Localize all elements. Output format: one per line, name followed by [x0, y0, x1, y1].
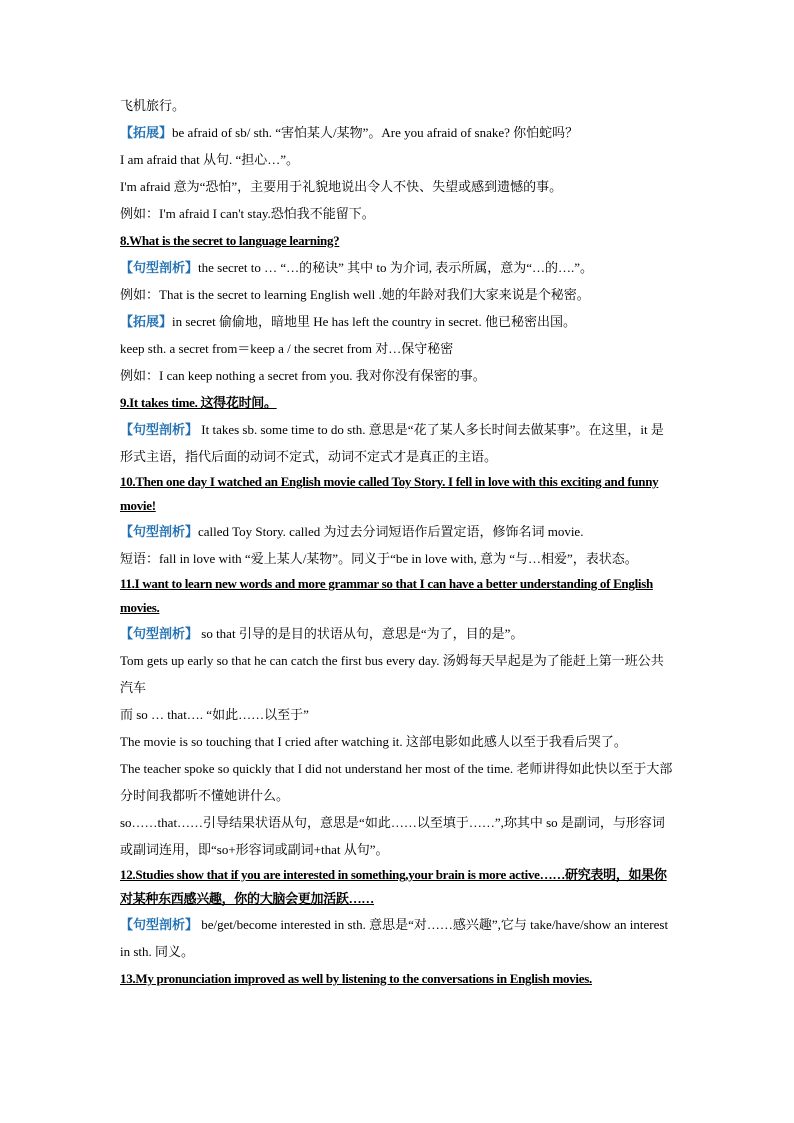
section-tag: 【句型剖析】 — [120, 626, 199, 641]
text-line: 【句型剖析】 so that 引导的是目的状语从句，意思是“为了，目的是”。 — [120, 626, 524, 641]
section-heading-10: 10.Then one day I watched an English movie called Toy Story. I fell in love with this exciting and funny movie! — [120, 474, 659, 513]
section-tag: 【句型剖析】 — [120, 524, 199, 539]
text-line: 例如：That is the secret to learning English well .她的年龄对我们大家来说是个秘密。 — [120, 287, 590, 302]
section-heading-12: 12.Studies show that if you are interested in something,your brain is more active……研究表明，如果你对某种东西感兴趣，你的大脑会更加活跃…… — [120, 867, 667, 906]
text-line: keep sth. a secret from＝keep a / the secret from 对…保守秘密 — [120, 341, 454, 356]
text-paragraph: The teacher spoke so quickly that I did not understand her most of the time. 老师讲得如此快以至于大部分时间我都听不懂她讲什么。 — [120, 761, 673, 803]
text-line: The movie is so touching that I cried after watching it. 这部电影如此感人以至于我看后哭了。 — [120, 734, 627, 749]
section-heading-8: 8.What is the secret to language learning? — [120, 233, 340, 248]
text-line: I am afraid that 从句. “担心…”。 — [120, 152, 300, 167]
text-line: 【句型剖析】called Toy Story. called 为过去分词短语作后置定语，修饰名词 movie. — [120, 524, 584, 539]
section-tag: 【句型剖析】 — [120, 422, 199, 437]
text-line: 【拓展】in secret 偷偷地，暗地里 He has left the country in secret. 他已秘密出国。 — [120, 314, 577, 329]
section-tag: 【拓展】 — [120, 314, 173, 329]
text-line: 【拓展】be afraid of sb/ sth. “害怕某人/某物”。Are you afraid of snake? 你怕蛇吗？ — [120, 125, 579, 140]
text-line: 【句型剖析】the secret to … “…的秘诀” 其中 to 为介词, 表示所属，意为“…的….”。 — [120, 260, 594, 275]
text-paragraph: Tom gets up early so that he can catch the first bus every day. 汤姆每天早起是为了能赶上第一班公共汽车 — [120, 653, 664, 695]
text-line: 例如：I'm afraid I can't stay.恐怕我不能留下。 — [120, 206, 375, 221]
section-tag: 【拓展】 — [120, 125, 173, 140]
text-line: 而 so … that…. “如此……以至于” — [120, 707, 309, 722]
section-tag: 【句型剖析】 — [120, 917, 199, 932]
document-body — [120, 92, 676, 992]
text-line: 飞机旅行。 — [120, 98, 186, 113]
text-line: I'm afraid 意为“恐怕”，主要用于礼貌地说出令人不快、失望或感到遗憾的事。 — [120, 179, 563, 194]
text-paragraph: 【句型剖析】 be/get/become interested in sth. 意思是“对……感兴趣”,它与 take/have/show an interest in sth. 同义。 — [120, 917, 669, 959]
text-paragraph: 【句型剖析】 It takes sb. some time to do sth. 意思是“花了某人多长时间去做某事”。在这里，it 是形式主语，指代后面的动词不定式，动词不定式才是真正的主语。 — [120, 422, 664, 464]
text-paragraph: so……that……引导结果状语从句，意思是“如此……以至填于……”,珎其中 so 是副词，与形容词或副词连用，即“so+形容词或副词+that 从句”。 — [120, 815, 665, 857]
section-heading-11: 11.I want to learn new words and more grammar so that I can have a better understanding of English movies. — [120, 576, 653, 615]
section-tag: 【句型剖析】 — [120, 260, 199, 275]
text-paragraph: 短语：fall in love with “爱上某人/某物”。同义于“be in love with, 意为 “与…相爱”，表状态。 — [120, 551, 638, 566]
text-line: 例如：I can keep nothing a secret from you. 我对你没有保密的事。 — [120, 368, 486, 383]
section-heading-13: 13.My pronunciation improved as well by listening to the conversations in English movies. — [120, 971, 592, 986]
section-heading-9: 9.It takes time. 这得花时间。 — [120, 395, 277, 410]
